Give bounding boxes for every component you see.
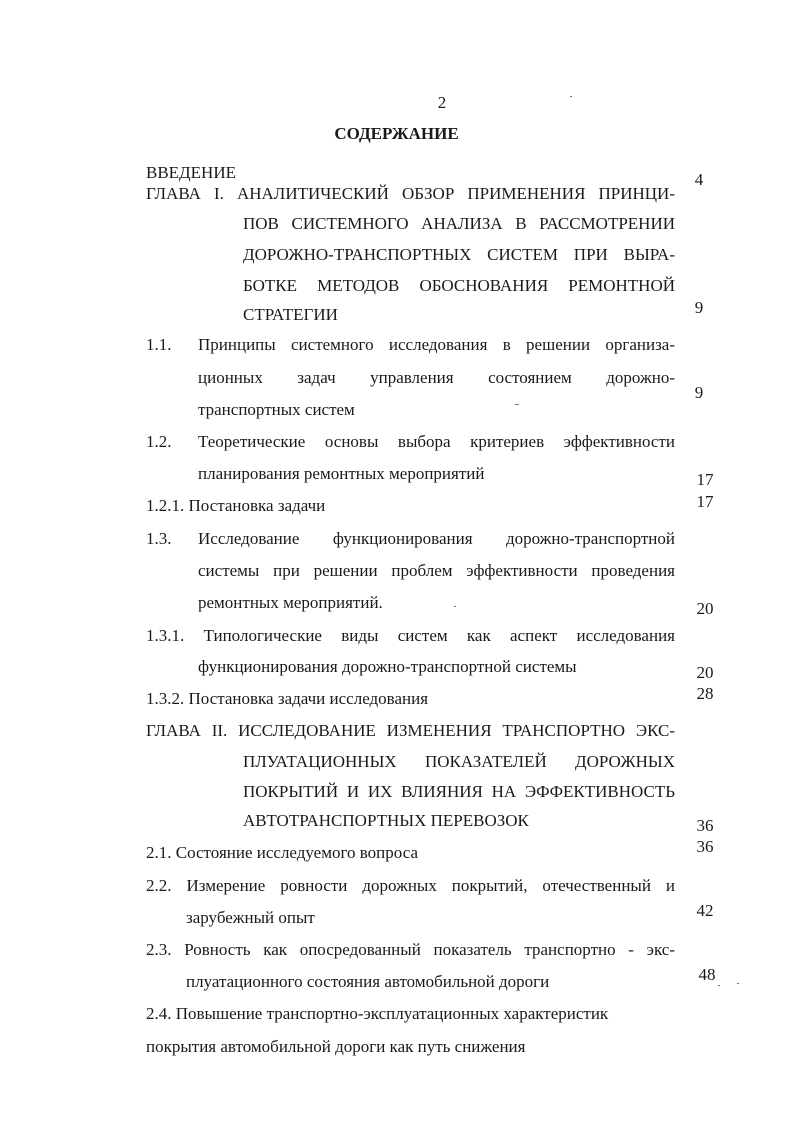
toc-section-page: 9 bbox=[694, 383, 704, 402]
toc-section-line: ционных задач управления состоянием дорожно- bbox=[198, 368, 675, 387]
toc-chapter1-line: СТРАТЕГИИ bbox=[243, 305, 338, 324]
toc-chapter1-page: 9 bbox=[694, 298, 704, 317]
toc-section-line: системы при решении проблем эффективности проведения bbox=[198, 561, 675, 580]
toc-section-page: 28 bbox=[696, 684, 714, 703]
toc-chapter1-line: ДОРОЖНО-ТРАНСПОРТНЫХ СИСТЕМ ПРИ ВЫРА- bbox=[243, 245, 675, 264]
toc-section-page: 20 bbox=[696, 663, 714, 682]
scan-speck bbox=[454, 606, 456, 607]
toc-section-line: ремонтных мероприятий. bbox=[198, 593, 383, 612]
toc-section-number: 1.1. bbox=[146, 335, 172, 354]
toc-section-line: 1.2.1. Постановка задачи bbox=[146, 496, 326, 515]
toc-section-line: 2.3. Ровность как опосредованный показатель транспортно - экс- bbox=[146, 940, 675, 959]
toc-section-line: покрытия автомобильной дороги как путь снижения bbox=[146, 1037, 526, 1056]
toc-chapter2-line: ГЛАВА II. ИССЛЕДОВАНИЕ ИЗМЕНЕНИЯ ТРАНСПОРТНО ЭКС- bbox=[146, 721, 675, 740]
toc-entry-intro-label: ВВЕДЕНИЕ bbox=[146, 163, 236, 182]
toc-section-line: Исследование функционирования дорожно-транспортной bbox=[198, 529, 675, 548]
toc-section-number: 1.2. bbox=[146, 432, 172, 451]
toc-section-line: 2.1. Состояние исследуемого вопроса bbox=[146, 843, 418, 862]
toc-section-line: 2.2. Измерение ровности дорожных покрытий, отечественный и bbox=[146, 876, 675, 895]
toc-section-page: 17 bbox=[696, 492, 714, 511]
toc-section-line: 2.4. Повышение транспортно-эксплуатационных характеристик bbox=[146, 1004, 609, 1023]
toc-section-line: зарубежный опыт bbox=[186, 908, 315, 927]
scan-speck bbox=[515, 404, 519, 405]
toc-chapter1-line: ГЛАВА I. АНАЛИТИЧЕСКИЙ ОБЗОР ПРИМЕНЕНИЯ ПРИНЦИ- bbox=[146, 184, 675, 203]
toc-section-number: 1.3. bbox=[146, 529, 172, 548]
toc-section-line: плуатационного состояния автомобильной дороги bbox=[186, 972, 550, 991]
toc-section-line: Теоретические основы выбора критериев эффективности bbox=[198, 432, 675, 451]
toc-section-page: 17 bbox=[696, 470, 714, 489]
toc-section-page: 42 bbox=[696, 901, 714, 920]
toc-chapter1-line: БОТКЕ МЕТОДОВ ОБОСНОВАНИЯ РЕМОНТНОЙ bbox=[243, 276, 675, 295]
toc-chapter2-line: ПОКРЫТИЙ И ИХ ВЛИЯНИЯ НА ЭФФЕКТИВНОСТЬ bbox=[243, 782, 675, 801]
scan-speck bbox=[718, 985, 720, 986]
toc-section-page: 48 bbox=[698, 965, 716, 984]
toc-section-page: 36 bbox=[696, 837, 714, 856]
toc-chapter1-line: ПОВ СИСТЕМНОГО АНАЛИЗА В РАССМОТРЕНИИ bbox=[243, 214, 675, 233]
toc-section-line: планирования ремонтных мероприятий bbox=[198, 464, 485, 483]
page-number: 2 bbox=[437, 93, 447, 112]
toc-section-line: 1.3.2. Постановка задачи исследования bbox=[146, 689, 429, 708]
scan-speck bbox=[570, 96, 572, 97]
toc-entry-intro-page: 4 bbox=[694, 170, 704, 189]
toc-section-page: 20 bbox=[696, 599, 714, 618]
toc-section-line: Принципы системного исследования в решении организа- bbox=[198, 335, 675, 354]
scan-speck bbox=[737, 983, 739, 984]
toc-section-line: 1.3.1. Типологические виды систем как аспект исследования bbox=[146, 626, 675, 645]
toc-chapter2-line: ПЛУАТАЦИОННЫХ ПОКАЗАТЕЛЕЙ ДОРОЖНЫХ bbox=[243, 752, 675, 771]
toc-chapter2-page: 36 bbox=[696, 816, 714, 835]
toc-section-line: транспортных систем bbox=[198, 400, 355, 419]
toc-section-line: функционирования дорожно-транспортной системы bbox=[198, 657, 577, 676]
page-title: СОДЕРЖАНИЕ bbox=[334, 124, 459, 143]
toc-chapter2-line: АВТОТРАНСПОРТНЫХ ПЕРЕВОЗОК bbox=[243, 811, 529, 830]
